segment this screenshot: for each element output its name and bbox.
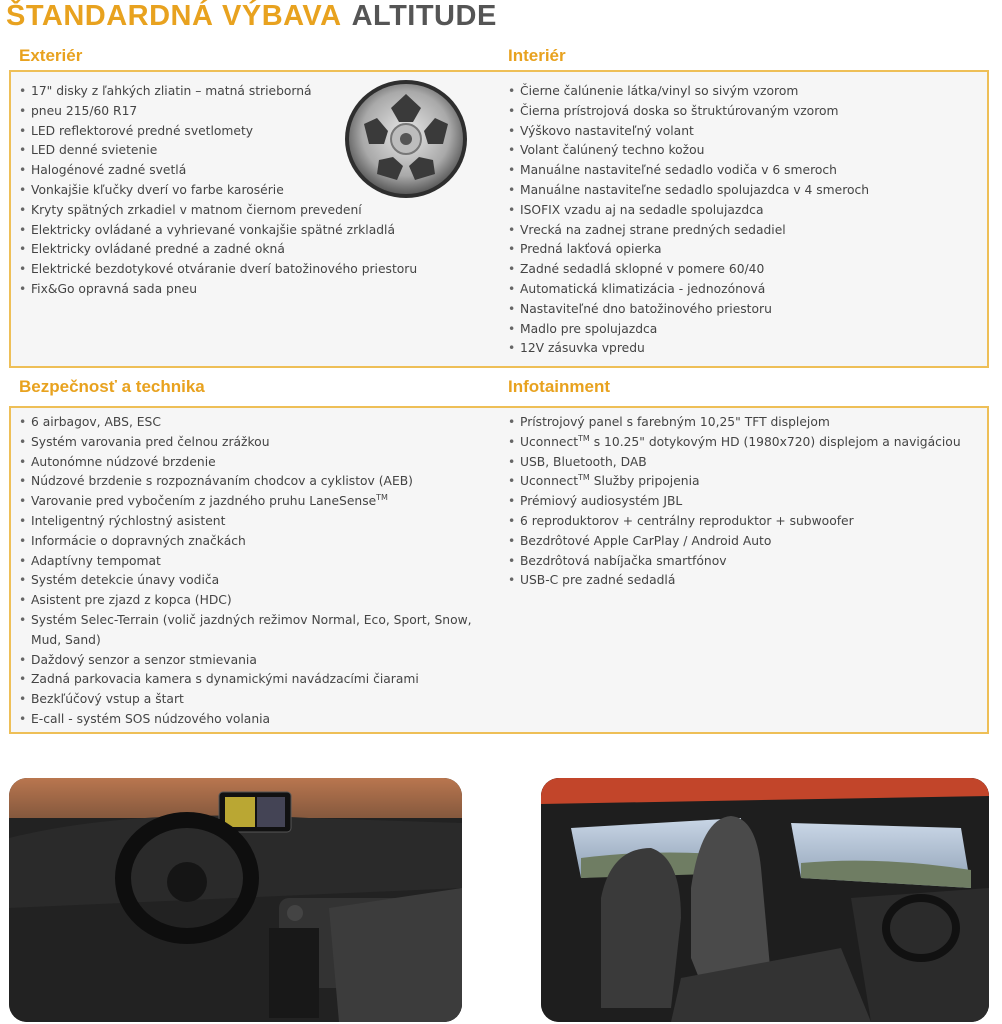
safety-list <box>19 413 483 730</box>
list-item: • Fix&Go opravná sada pneu <box>19 280 489 300</box>
seats-photo <box>541 778 989 1022</box>
interior-list <box>508 82 978 359</box>
list-item: • Elektricky ovládané predné a zadné okná <box>19 240 489 260</box>
list-item: • Bezdrôtové Apple CarPlay / Android Auto <box>508 532 978 552</box>
list-item: • Zadná parkovacia kamera s dynamickými navádzacími čiarami <box>19 670 483 690</box>
title-trim-name: ALTITUDE <box>351 0 497 32</box>
list-item: • 17" disky z ľahkých zliatin – matná strieborná <box>19 82 489 102</box>
list-item: • Nastaviteľné dno batožinového priestoru <box>508 300 978 320</box>
safety-infotainment-panel <box>9 406 989 734</box>
list-item: • USB, Bluetooth, DAB <box>508 453 978 473</box>
list-item: • Čierne čalúnenie látka/vinyl so sivým vzorom <box>508 82 978 102</box>
list-item: • Prístrojový panel s farebným 10,25" TFT displejom <box>508 413 978 433</box>
list-item: • Asistent pre zjazd z kopca (HDC) <box>19 591 483 611</box>
list-item: • Manuálne nastaviteľne sedadlo spolujazdca v 4 smeroch <box>508 181 978 201</box>
list-item: • Vonkajšie kľučky dverí vo farbe karosérie <box>19 181 489 201</box>
list-item: • LED denné svietenie <box>19 141 489 161</box>
list-item: • Prémiový audiosystém JBL <box>508 492 978 512</box>
list-item: • Halogénové zadné svetlá <box>19 161 489 181</box>
page-title <box>6 0 497 33</box>
list-item: • Uconnect™ s 10.25" dotykovým HD (1980x720) displejom a navigáciou <box>508 433 978 453</box>
list-item: • Predná lakťová opierka <box>508 240 978 260</box>
list-item: • LED reflektorové predné svetlomety <box>19 122 489 142</box>
list-item: • Manuálne nastaviteľné sedadlo vodiča v 6 smeroch <box>508 161 978 181</box>
list-item: • Automatická klimatizácia - jednozónová <box>508 280 978 300</box>
list-item: • Inteligentný rýchlostný asistent <box>19 512 483 532</box>
list-item: • Uconnect™ Služby pripojenia <box>508 472 978 492</box>
dashboard-photo <box>9 778 462 1022</box>
exterior-heading: Exteriér <box>19 46 83 65</box>
list-item: • 12V zásuvka vpredu <box>508 339 978 359</box>
safety-heading: Bezpečnosť a technika <box>19 377 205 396</box>
list-item: • Elektricky ovládané a vyhrievané vonkajšie spätné zrkladlá <box>19 221 489 241</box>
list-item: • Volant čalúnený techno kožou <box>508 141 978 161</box>
list-item: • Bezdrôtová nabíjačka smartfónov <box>508 552 978 572</box>
list-item: • Systém detekcie únavy vodiča <box>19 571 483 591</box>
list-item: • Núdzové brzdenie s rozpoznávaním chodcov a cyklistov (AEB) <box>19 472 483 492</box>
list-item: • Výškovo nastaviteľný volant <box>508 122 978 142</box>
list-item: • Elektrické bezdotykové otváranie dverí batožinového priestoru <box>19 260 489 280</box>
alloy-wheel-icon <box>343 78 469 200</box>
list-item: • Varovanie pred vybočením z jazdného pruhu LaneSense™ <box>19 492 483 512</box>
list-item: • Adaptívny tempomat <box>19 552 483 572</box>
list-item: • Systém varovania pred čelnou zrážkou <box>19 433 483 453</box>
title-standard-equipment: ŠTANDARDNÁ VÝBAVA <box>6 0 342 32</box>
list-item: • Vrecká na zadnej strane predných sedadiel <box>508 221 978 241</box>
infotainment-list <box>508 413 978 591</box>
list-item: • USB-C pre zadné sedadlá <box>508 571 978 591</box>
list-item: • Autonómne núdzové brzdenie <box>19 453 483 473</box>
list-item: • 6 reproduktorov + centrálny reproduktor + subwoofer <box>508 512 978 532</box>
infotainment-heading: Infotainment <box>508 377 610 396</box>
list-item: • Kryty spätných zrkadiel v matnom čiernom prevedení <box>19 201 489 221</box>
list-item: • Daždový senzor a senzor stmievania <box>19 651 483 671</box>
interior-heading: Interiér <box>508 46 566 65</box>
list-item: • E-call - systém SOS núdzového volania <box>19 710 483 730</box>
list-item: • Systém Selec-Terrain (volič jazdných režimov Normal, Eco, Sport, Snow, Mud, Sand) <box>19 611 483 651</box>
list-item: • Madlo pre spolujazdca <box>508 320 978 340</box>
list-item: • Zadné sedadlá sklopné v pomere 60/40 <box>508 260 978 280</box>
list-item: • ISOFIX vzadu aj na sedadle spolujazdca <box>508 201 978 221</box>
exterior-interior-panel <box>9 70 989 368</box>
list-item: • Čierna prístrojová doska so štruktúrovaným vzorom <box>508 102 978 122</box>
list-item: • Bezkľúčový vstup a štart <box>19 690 483 710</box>
list-item: • pneu 215/60 R17 <box>19 102 489 122</box>
list-item: • Informácie o dopravných značkách <box>19 532 483 552</box>
list-item: • 6 airbagov, ABS, ESC <box>19 413 483 433</box>
